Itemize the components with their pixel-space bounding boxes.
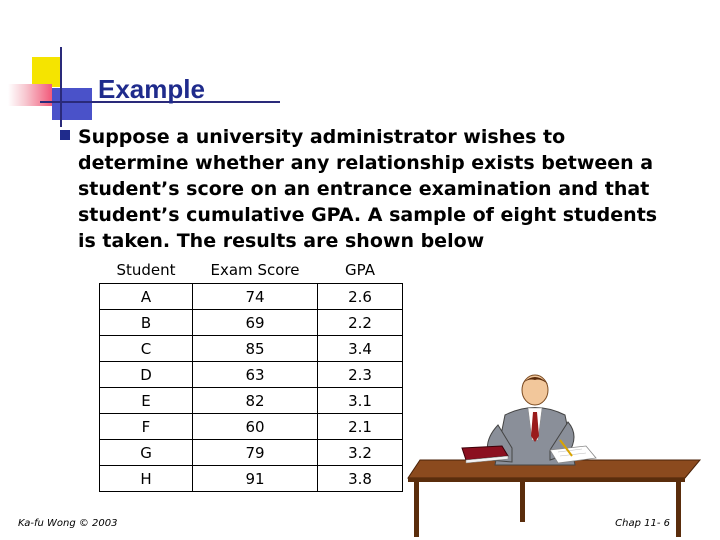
table-row	[100, 388, 403, 414]
slide-title: Example	[98, 74, 205, 104]
corner-line-vertical	[60, 47, 62, 127]
table-row	[100, 414, 403, 440]
bullet-square-icon	[60, 130, 70, 140]
data-table	[99, 257, 403, 492]
cell-student: D	[100, 362, 193, 388]
cell-student: H	[100, 466, 193, 492]
cell-gpa: 3.4	[318, 336, 403, 362]
cell-gpa: 2.2	[318, 310, 403, 336]
table-header-row	[100, 257, 403, 284]
column-header-gpa: GPA	[345, 261, 375, 279]
cell-exam-score: 85	[193, 336, 318, 362]
corner-block-yellow	[32, 57, 62, 87]
column-header-exam-score: Exam Score	[210, 261, 300, 279]
table-row	[100, 284, 403, 310]
table-row	[100, 362, 403, 388]
cell-gpa: 3.2	[318, 440, 403, 466]
cell-exam-score: 63	[193, 362, 318, 388]
cell-student: G	[100, 440, 193, 466]
cell-exam-score: 79	[193, 440, 318, 466]
footer-page-number: Chap 11- 6	[615, 518, 670, 529]
cell-exam-score: 69	[193, 310, 318, 336]
table-row	[100, 466, 403, 492]
footer-author: Ka-fu Wong © 2003	[18, 518, 118, 529]
cell-student: F	[100, 414, 193, 440]
cell-gpa: 2.3	[318, 362, 403, 388]
cell-exam-score: 60	[193, 414, 318, 440]
cell-student: C	[100, 336, 193, 362]
man-at-desk-illustration	[400, 370, 710, 540]
table-row	[100, 336, 403, 362]
table-row	[100, 440, 403, 466]
cell-exam-score: 82	[193, 388, 318, 414]
cell-gpa: 2.1	[318, 414, 403, 440]
cell-student: A	[100, 284, 193, 310]
column-header-student: Student	[116, 261, 176, 279]
cell-student: B	[100, 310, 193, 336]
bullet-item	[60, 124, 670, 254]
table-row	[100, 310, 403, 336]
bullet-text: Suppose a university administrator wishes to determine whether any relationship exists between a student’s score on an entrance examination and that student’s cumulative GPA. A sample of eight students is taken. The results are shown below	[78, 126, 658, 252]
cell-student: E	[100, 388, 193, 414]
cell-exam-score: 91	[193, 466, 318, 492]
cell-exam-score: 74	[193, 284, 318, 310]
cell-gpa: 3.8	[318, 466, 403, 492]
cell-gpa: 3.1	[318, 388, 403, 414]
corner-block-blue	[52, 88, 92, 120]
cell-gpa: 2.6	[318, 284, 403, 310]
